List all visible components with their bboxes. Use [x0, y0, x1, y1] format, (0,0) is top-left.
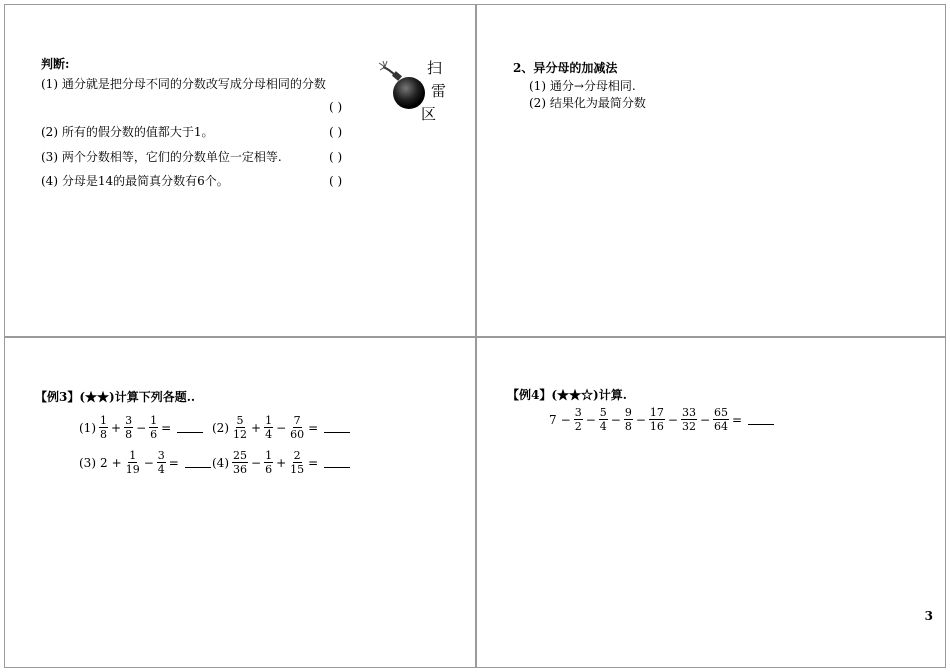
fraction — [624, 406, 633, 433]
math-symbol: − — [635, 412, 646, 427]
denominator: 8 — [125, 428, 133, 441]
answer-blank — [324, 422, 350, 433]
fraction — [713, 406, 729, 433]
denominator: 12 — [233, 428, 247, 441]
slide-panel-example-3 — [4, 337, 476, 668]
problem-3 — [77, 449, 211, 476]
page-number: 3 — [924, 609, 933, 623]
denominator: 2 — [574, 420, 582, 433]
math-symbol: − — [276, 420, 287, 435]
denominator: 4 — [265, 428, 273, 441]
math-symbol: = — [168, 455, 179, 470]
fraction — [125, 449, 141, 476]
math-symbol: 2 — [100, 455, 108, 470]
math-symbol: − — [560, 412, 571, 427]
denominator: 16 — [649, 420, 664, 433]
numerator: 25 — [233, 449, 247, 462]
numerator: 33 — [681, 406, 696, 419]
numerator: 2 — [293, 449, 301, 462]
math-symbol: = — [308, 455, 319, 470]
question-4: (4) 分母是14的最简真分数有6个。 — [41, 174, 229, 188]
math-symbol: − — [136, 420, 147, 435]
numerator: 1 — [129, 449, 137, 462]
slide-panel-unlike-denominators — [476, 4, 946, 337]
question-2: (2) 所有的假分数的值都大于1。 — [41, 125, 214, 139]
fraction — [232, 449, 248, 476]
denominator: 8 — [624, 420, 632, 433]
numerator: 5 — [236, 414, 244, 427]
answer-paren-4: ( ) — [329, 174, 343, 188]
fraction — [157, 449, 166, 476]
fraction — [232, 414, 248, 441]
numerator: 1 — [265, 449, 273, 462]
denominator: 19 — [125, 463, 140, 476]
denominator: 4 — [599, 420, 607, 433]
math-symbol: + — [111, 455, 122, 470]
denominator: 64 — [714, 420, 729, 433]
math-symbol: − — [699, 412, 711, 427]
numerator: 5 — [599, 406, 607, 419]
fraction — [99, 414, 108, 441]
fraction — [649, 406, 665, 433]
section-heading: 2、异分母的加减法 — [513, 61, 618, 75]
fraction — [124, 414, 133, 441]
example-3-heading: 【例3】(★★)计算下列各题.. — [35, 390, 196, 404]
math-symbol: − — [585, 412, 596, 427]
badge-char-2: 雷 — [431, 82, 447, 100]
math-symbol: = — [161, 420, 172, 435]
math-symbol: − — [143, 455, 154, 470]
denominator: 15 — [290, 463, 305, 476]
problem-2 — [210, 414, 350, 441]
numerator: 3 — [574, 406, 582, 419]
fraction — [264, 449, 273, 476]
denominator: 8 — [100, 428, 107, 441]
answer-paren-1: ( ) — [329, 100, 343, 114]
numerator: 3 — [125, 414, 133, 427]
badge-char-3: 区 — [421, 105, 437, 123]
rule-1: (1) 通分→分母相同. — [529, 79, 636, 93]
answer-paren-3: ( ) — [329, 150, 343, 164]
answer-blank — [324, 457, 350, 468]
problem-label: (2) — [212, 420, 229, 435]
math-symbol: + — [276, 455, 287, 470]
numerator: 9 — [624, 406, 632, 419]
math-symbol: + — [251, 420, 262, 435]
answer-blank — [185, 457, 211, 468]
math-symbol: + — [111, 420, 122, 435]
fraction — [574, 406, 583, 433]
problem-1 — [77, 414, 203, 441]
rule-2: (2) 结果化为最简分数 — [529, 96, 646, 110]
numerator: 3 — [157, 449, 165, 462]
judgement-heading: 判断: — [41, 57, 70, 71]
denominator: 4 — [157, 463, 165, 476]
problem-example-4 — [547, 406, 774, 433]
minesweeper-badge — [377, 55, 453, 125]
denominator: 32 — [681, 420, 696, 433]
numerator: 1 — [100, 414, 107, 427]
slide-panel-example-4 — [476, 337, 946, 668]
math-symbol: = — [308, 420, 319, 435]
question-3: (3) 两个分数相等，它们的分数单位一定相等. — [41, 150, 282, 164]
fraction — [289, 414, 305, 441]
fraction — [289, 449, 305, 476]
example-4-heading: 【例4】(★★☆)计算. — [507, 388, 627, 402]
numerator: 17 — [649, 406, 664, 419]
answer-paren-2: ( ) — [329, 125, 343, 139]
math-symbol: − — [667, 412, 678, 427]
denominator: 6 — [265, 463, 273, 476]
problem-4 — [210, 449, 350, 476]
numerator: 7 — [293, 414, 301, 427]
fraction — [681, 406, 697, 433]
numerator: 1 — [265, 414, 273, 427]
numerator: 1 — [150, 414, 158, 427]
math-symbol: 7 — [549, 412, 557, 427]
numerator: 65 — [714, 406, 729, 419]
slide-panel-judgement — [4, 4, 476, 337]
question-1: (1) 通分就是把分母不同的分数改写成分母相同的分数 — [41, 77, 326, 91]
math-symbol: − — [610, 412, 621, 427]
denominator: 60 — [290, 428, 305, 441]
fraction — [599, 406, 608, 433]
fraction — [264, 414, 273, 441]
problem-label: (3) — [79, 455, 96, 470]
denominator: 36 — [233, 463, 247, 476]
badge-char-1: 扫 — [427, 59, 443, 77]
math-symbol: = — [732, 412, 743, 427]
fraction — [149, 414, 158, 441]
problem-label: (4) — [212, 455, 229, 470]
answer-blank — [748, 414, 774, 425]
denominator: 6 — [150, 428, 158, 441]
problem-label: (1) — [79, 420, 96, 435]
math-symbol: − — [251, 455, 262, 470]
answer-blank — [177, 422, 203, 433]
